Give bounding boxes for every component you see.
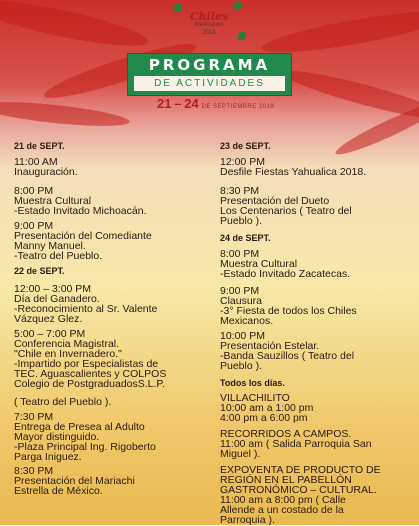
left-schedule-line: Parga Iniguez. xyxy=(14,451,82,463)
left-schedule-line: Inauguración. xyxy=(14,166,78,178)
left-schedule-line: Manny Manuel. xyxy=(14,240,86,252)
right-schedule-line: Parroquia ). xyxy=(220,514,275,526)
left-day-heading: 21 de SEPT. xyxy=(14,141,65,151)
right-schedule-line: VILLACHILITO xyxy=(220,392,290,404)
left-schedule-line: -Teatro del Pueblo. xyxy=(14,250,103,262)
left-schedule-line: 8:00 PM xyxy=(14,185,54,197)
right-day-heading: 23 de SEPT. xyxy=(220,141,271,151)
logo-year: 2018 xyxy=(202,30,216,36)
logo-title: Chiles xyxy=(189,10,229,23)
right-schedule-line: Pueblo ). xyxy=(220,215,263,227)
banner-title: PROGRAMA xyxy=(148,56,271,74)
program-banner xyxy=(127,53,292,96)
right-schedule-line: Presentación Estelar. xyxy=(220,340,320,352)
left-schedule-line: Presentación del Mariachi xyxy=(14,475,135,487)
right-schedule-line: Los Centenarios ( Teatro del xyxy=(220,205,352,217)
logo-subtitle: Mexicanos xyxy=(194,22,224,28)
left-schedule-line: Presentación del Comediante xyxy=(14,230,152,242)
left-day-heading: 22 de SEPT. xyxy=(14,266,65,276)
left-schedule-line: Entrega de Presea al Adulto xyxy=(14,421,145,433)
left-schedule-line: ( Teatro del Pueblo ). xyxy=(14,396,112,408)
right-schedule-line: REGIÓN EN EL PABELLÓN xyxy=(220,474,352,486)
right-schedule-line: 11:00 am a 8:00 pm ( Calle xyxy=(220,494,346,506)
left-schedule-line: -Estado Invitado Michoacán. xyxy=(14,205,147,217)
right-schedule-line: Mexicanos. xyxy=(220,315,274,327)
right-schedule-line: 8:30 PM xyxy=(220,185,260,197)
event-dates: 21 – 24 DE SEPTIEMBRE 2018 xyxy=(157,96,275,111)
left-schedule-line: Vázquez Glez. xyxy=(14,313,83,325)
left-schedule-line: 12:00 – 3:00 PM xyxy=(14,283,92,295)
left-schedule-line: 9:00 PM xyxy=(14,220,54,232)
right-schedule-line: Desfile Fiestas Yahualica 2018. xyxy=(220,166,367,178)
right-schedule-line: 12:00 PM xyxy=(220,156,265,168)
end-date: 24 xyxy=(184,96,199,111)
right-schedule-line: Muestra Cultural xyxy=(220,258,298,270)
left-schedule-line: Conferencia Magistral. xyxy=(14,338,120,350)
left-schedule-line: Día del Ganadero. xyxy=(14,293,100,305)
right-schedule-line: -3° Fiesta de todos los Chiles xyxy=(220,305,357,317)
right-schedule-line: -Banda Sauzillos ( Teatro del xyxy=(220,350,355,362)
right-schedule-line: Allende a un costado de la xyxy=(220,504,344,516)
date-month: DE SEPTIEMBRE 2018 xyxy=(201,104,275,110)
right-day-heading: Todos los días. xyxy=(220,378,285,388)
left-schedule-line: TEC. Aguascalientes y COLPOS xyxy=(14,368,167,380)
left-schedule-line: Muestra Cultural xyxy=(14,195,92,207)
right-day-heading: 24 de SEPT. xyxy=(220,233,271,243)
right-schedule-line: GASTRONÓMICO – CULTURAL. xyxy=(220,484,377,496)
left-schedule-line: Colegio de PostgraduadosS.L.P. xyxy=(14,378,165,390)
left-schedule-line: 8:30 PM xyxy=(14,465,54,477)
right-schedule-line: RECORRIDOS A CAMPOS. xyxy=(220,428,352,440)
right-schedule-line: EXPOVENTA DE PRODUCTO DE xyxy=(220,464,381,476)
right-schedule-line: Miguel ). xyxy=(220,448,261,460)
start-date: 21 xyxy=(157,96,172,111)
right-schedule-line: 11:00 am ( Salida Parroquia San xyxy=(220,438,372,450)
banner-subtitle: DE ACTIVIDADES xyxy=(134,76,285,91)
right-schedule-line: 8:00 PM xyxy=(220,248,260,260)
right-schedule-line: 10:00 am a 1:00 pm xyxy=(220,402,314,414)
left-schedule-line: Estrella de México. xyxy=(14,485,103,497)
right-schedule-line: 4:00 pm a 6:00 pm xyxy=(220,412,308,424)
left-schedule-line: -Plaza Principal Ing. Rigoberto xyxy=(14,441,156,453)
right-schedule-line: -Estado Invitado Zacatecas. xyxy=(220,268,351,280)
right-schedule-line: 9:00 PM xyxy=(220,285,260,297)
left-schedule-line: "Chile en Invernadero." xyxy=(14,348,122,360)
left-schedule-line: -Reconocimiento al Sr. Valente xyxy=(14,303,158,315)
right-schedule-line: Pueblo ). xyxy=(220,360,263,372)
left-schedule-line: 7:30 PM xyxy=(14,411,54,423)
left-schedule-line: -Impartido por Especialistas de xyxy=(14,358,159,370)
right-schedule-line: Clausura xyxy=(220,295,263,307)
right-schedule-line: 10:00 PM xyxy=(220,330,265,342)
right-schedule-line: Presentación del Dueto xyxy=(220,195,330,207)
left-schedule-line: Mayor distinguido. xyxy=(14,431,100,443)
left-schedule-line: 11:00 AM xyxy=(14,156,58,168)
left-schedule-line: 5:00 – 7:00 PM xyxy=(14,328,86,340)
festival-logo xyxy=(168,0,250,44)
